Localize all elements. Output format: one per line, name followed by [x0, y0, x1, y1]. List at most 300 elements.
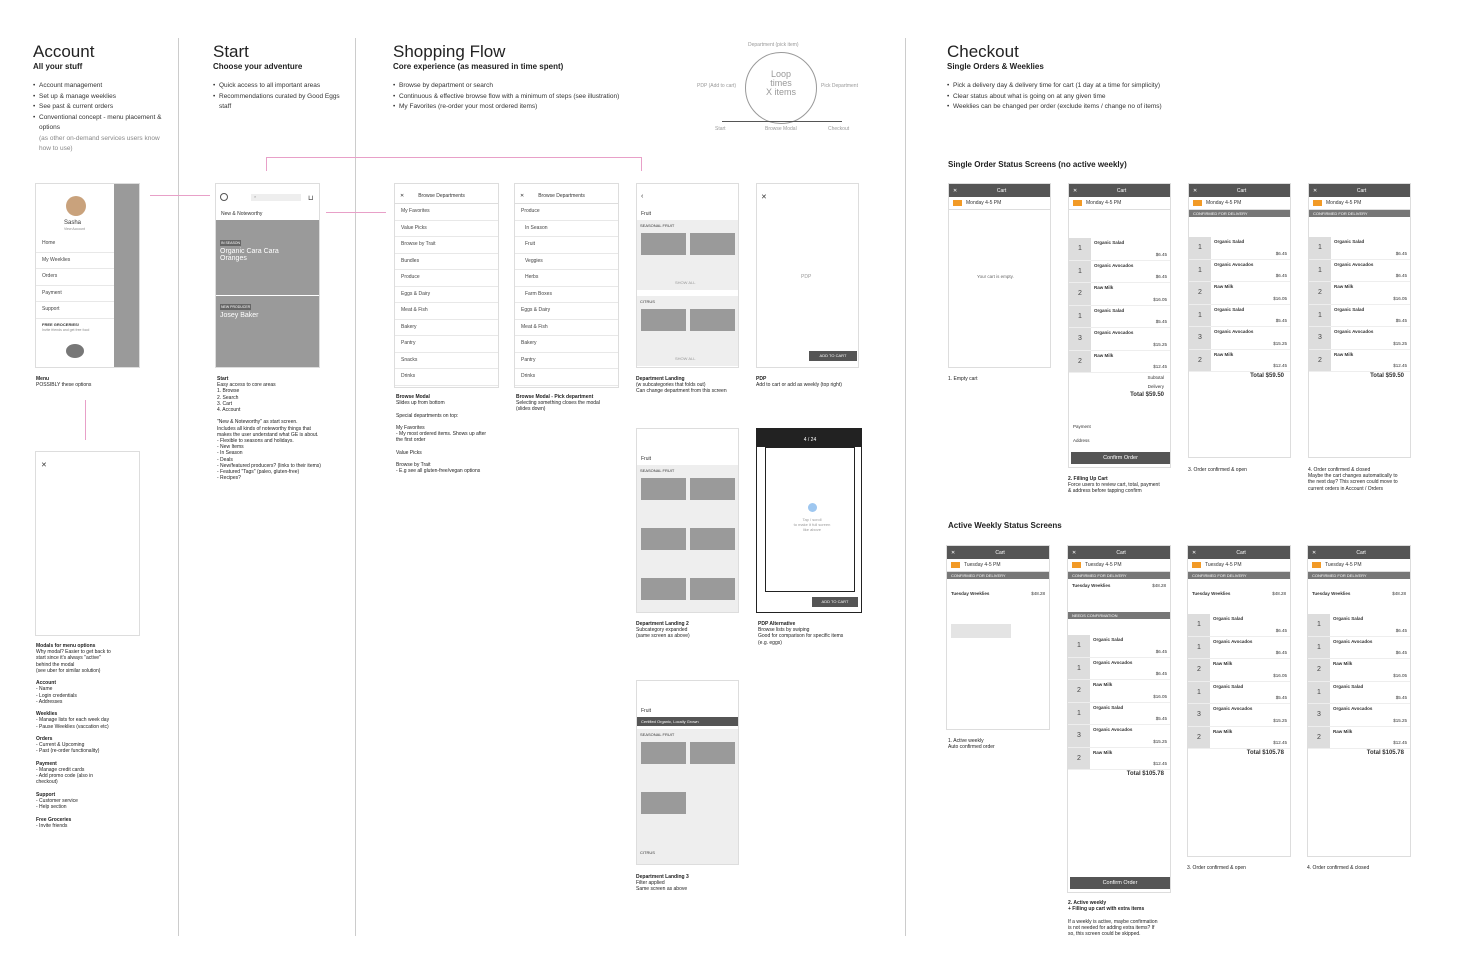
list-item[interactable]: Bakery: [395, 320, 498, 337]
caption-w3: 3. Order confirmed & open: [1187, 865, 1246, 871]
cart-items: [1189, 237, 1290, 372]
status-banner: CONFIRMED FOR DELIVERY: [1188, 572, 1290, 579]
quantity[interactable]: 2: [1069, 351, 1091, 373]
connector: [85, 400, 86, 440]
quantity[interactable]: 1: [1309, 237, 1331, 259]
delivery-time: Monday 4-5 PM: [1086, 200, 1122, 206]
cart-item[interactable]: [1309, 327, 1410, 350]
quantity[interactable]: 1: [1189, 305, 1211, 327]
quantity[interactable]: 1: [1188, 614, 1210, 636]
quantity[interactable]: 1: [1069, 261, 1091, 283]
list-item[interactable]: Drinks: [395, 369, 498, 386]
loop-center: Loop times X items: [765, 69, 796, 97]
quantity[interactable]: 3: [1188, 704, 1210, 726]
close-icon[interactable]: ✕: [41, 462, 47, 469]
list-item[interactable]: Snacks: [395, 353, 498, 370]
item-name: Organic Avocados: [1214, 261, 1254, 267]
weekly-active: [946, 545, 1050, 730]
quantity[interactable]: 2: [1188, 659, 1210, 681]
cart-title: Cart: [996, 187, 1007, 194]
avatar[interactable]: [66, 196, 86, 216]
weekly-price: $48.28: [1272, 591, 1286, 596]
cart-item[interactable]: [1189, 237, 1290, 260]
total-label: Total: [1126, 771, 1141, 777]
free-groceries[interactable]: FREE GROCERIES!: [42, 322, 80, 327]
spacer: [1308, 598, 1410, 614]
close-icon[interactable]: ✕: [400, 193, 405, 199]
confirm-order-button[interactable]: Confirm Order: [1071, 452, 1170, 464]
payment-label[interactable]: Payment: [1073, 424, 1091, 429]
cart-item[interactable]: [1068, 635, 1170, 658]
section-subtitle: Core experience (as measured in time spent): [393, 62, 564, 71]
add-to-cart-button[interactable]: ADD TO CART: [812, 597, 858, 607]
cart-item[interactable]: [1189, 305, 1290, 328]
quantity[interactable]: 1: [1308, 682, 1330, 704]
back-icon[interactable]: ‹: [641, 193, 644, 200]
item-name: Organic Avocados: [1094, 262, 1134, 268]
item-name: Raw Milk: [1094, 352, 1114, 358]
item-name: Organic Salad: [1094, 240, 1125, 245]
item-price: $12.45: [1153, 364, 1167, 369]
close-icon[interactable]: ✕: [1192, 549, 1197, 556]
product-tile[interactable]: [641, 792, 686, 814]
quantity[interactable]: 1: [1188, 682, 1210, 704]
tag: IN SEASON: [221, 241, 241, 245]
section: [637, 465, 739, 613]
cart-item[interactable]: [1309, 260, 1410, 283]
cart-header: [1189, 184, 1290, 197]
bullet: • Recommendations curated by Good Eggs staff: [213, 92, 353, 113]
cart-item[interactable]: [1069, 306, 1170, 329]
product-tile[interactable]: [690, 233, 735, 255]
list-item[interactable]: Meat & Fish: [515, 320, 618, 337]
filter-chip[interactable]: Certified Organic, Locally Grown: [637, 717, 739, 726]
cart-item[interactable]: [1189, 260, 1290, 283]
product-tile[interactable]: [690, 309, 735, 331]
quantity[interactable]: 1: [1308, 614, 1330, 636]
total-value: $105.78: [1382, 750, 1404, 756]
item-price: $16.05: [1393, 672, 1407, 678]
truck-icon: [1312, 562, 1321, 568]
product-tile[interactable]: [690, 478, 735, 500]
spacer: [1068, 619, 1170, 635]
list-item[interactable]: Bakery: [515, 336, 618, 353]
feature-title: Josey Baker: [220, 312, 259, 319]
menu-item-support[interactable]: Support: [36, 302, 114, 319]
caption-s1: 1. Empty cart: [948, 376, 978, 382]
close-icon[interactable]: ✕: [1073, 187, 1078, 194]
single-title: Single Order Status Screens (no active weekly): [948, 160, 1127, 169]
delivery-picker[interactable]: [1068, 559, 1170, 572]
weekly-row[interactable]: [1308, 579, 1410, 598]
feature-card[interactable]: [216, 296, 320, 368]
item-name: Raw Milk: [1333, 728, 1353, 734]
menu-item-orders[interactable]: Orders: [36, 269, 114, 286]
weekly-filling: [1067, 545, 1171, 893]
show-all[interactable]: SHOW ALL: [675, 280, 696, 285]
modal-title: Browse Departments: [418, 193, 465, 199]
cart-item[interactable]: [1069, 283, 1170, 306]
cart-item[interactable]: [1308, 637, 1410, 660]
delivery-picker[interactable]: [1188, 559, 1290, 572]
delivery-time: Monday 4-5 PM: [966, 200, 1002, 206]
department-landing-3: [636, 680, 739, 865]
list-item[interactable]: Pantry: [395, 336, 498, 353]
list-item[interactable]: Meat & Fish: [395, 303, 498, 320]
cart-items: [1308, 614, 1410, 749]
item-price: $6.45: [1395, 627, 1407, 633]
total-value: $59.50: [1385, 373, 1404, 379]
feature-card[interactable]: [216, 220, 320, 295]
item-price: $6.45: [1275, 273, 1287, 278]
list-item[interactable]: Pantry: [515, 353, 618, 370]
item-price: $6.45: [1275, 250, 1287, 256]
cart-item[interactable]: [1188, 637, 1290, 660]
quantity[interactable]: 2: [1188, 727, 1210, 749]
item-name: Organic Salad: [1333, 616, 1364, 621]
item-name: Organic Avocados: [1334, 261, 1374, 267]
cart-title: Cart: [1356, 187, 1367, 194]
cart-header: [949, 184, 1050, 197]
delivery-time: Monday 4-5 PM: [1326, 200, 1362, 206]
cart-item[interactable]: [1069, 261, 1170, 284]
cart-item[interactable]: [1189, 282, 1290, 305]
item-price: $16.05: [1273, 672, 1287, 678]
list-item[interactable]: Fruit: [515, 237, 618, 254]
address-label[interactable]: Address: [1073, 438, 1090, 443]
loop-b3: Checkout: [828, 126, 850, 132]
list-item[interactable]: In Season: [515, 221, 618, 238]
quantity[interactable]: 1: [1068, 703, 1090, 725]
item-price: $6.45: [1395, 650, 1407, 655]
status-banner: NEEDS CONFIRMATION: [1068, 612, 1170, 619]
quantity[interactable]: 2: [1068, 680, 1090, 702]
item-name: Organic Salad: [1213, 616, 1244, 621]
loop-baseline: [722, 121, 842, 122]
close-icon[interactable]: ✕: [1313, 187, 1318, 194]
item-name: Organic Avocados: [1333, 706, 1373, 711]
quantity[interactable]: 3: [1189, 327, 1211, 349]
bullet: • Account management: [33, 81, 173, 92]
close-icon[interactable]: ✕: [520, 193, 525, 199]
delivery-picker[interactable]: [1308, 559, 1410, 572]
quantity[interactable]: 1: [1068, 635, 1090, 657]
caption-browse: Browse Modal Slides up from bottom Special departments on top: My Favorites - My most ordered items. Shows up after the first order Value Picks Browse by Trait - E.g see all gluten-free/vegan options: [396, 394, 487, 475]
menu-item-home[interactable]: Home: [36, 236, 114, 253]
item-price: $6.45: [1155, 671, 1167, 676]
bullet: • Pick a delivery day & delivery time for cart (1 day at a time for simplicity): [947, 81, 1247, 92]
product-tile[interactable]: [641, 309, 686, 331]
list-item[interactable]: Veggies: [515, 254, 618, 271]
quantity[interactable]: 2: [1308, 727, 1330, 749]
delivery-picker[interactable]: [1189, 197, 1290, 210]
confirm-order-button[interactable]: Confirm Order: [1070, 877, 1170, 889]
menu-item-weeklies[interactable]: My Weeklies: [36, 253, 114, 270]
item-name: Organic Salad: [1214, 306, 1245, 312]
close-icon[interactable]: ✕: [953, 187, 958, 194]
quantity[interactable]: 1: [1189, 237, 1211, 259]
cart-item[interactable]: [1068, 725, 1170, 748]
list-item[interactable]: My Favorites: [395, 204, 498, 221]
total-value: $59.50: [1265, 373, 1284, 379]
quantity[interactable]: 2: [1189, 350, 1211, 372]
start-screen: [215, 183, 320, 368]
quantity[interactable]: 1: [1189, 260, 1211, 282]
account-icon[interactable]: [220, 193, 228, 201]
close-icon[interactable]: ✕: [1312, 549, 1317, 556]
cart-item[interactable]: [1188, 727, 1290, 750]
item-price: $5.45: [1275, 695, 1287, 700]
cart-title: Cart: [1356, 549, 1366, 556]
item-name: Organic Salad: [1333, 683, 1364, 689]
quantity[interactable]: 1: [1069, 238, 1091, 260]
caption-dept3: Department Landing 3 Filter applied Same screen as above: [636, 874, 689, 893]
product-tile[interactable]: [641, 742, 686, 764]
item-price: $15.25: [1153, 341, 1167, 347]
caption-browse2: Browse Modal - Pick department Selecting something closes the modal (slides down): [516, 394, 600, 413]
total-value: $105.78: [1262, 750, 1284, 756]
cart-item[interactable]: [1188, 682, 1290, 705]
add-to-cart-button[interactable]: ADD TO CART: [809, 351, 857, 361]
item-name: Organic Avocados: [1213, 706, 1253, 711]
delivery-time: Tuesday 4-5 PM: [964, 562, 1001, 568]
delivery-picker[interactable]: [1309, 197, 1410, 210]
section-label: CITRUS: [640, 299, 655, 304]
caption-dept: Department Landing (w subcategories that folds out) Can change department from this screen: [636, 376, 727, 395]
connector: [266, 157, 642, 158]
divider: [355, 38, 356, 936]
quantity[interactable]: 1: [1309, 305, 1331, 327]
caption-modal: Modals for menu options Why modal? Easier to get back to start since it's always "active" behind the modal (see uber for similar solution) Account - Name - Login credentials - Addresses Weeklies - Manage lists for each week day - Pause Weeklies (vaccation etc) Orders - Current & Upcoming - Past (re-order functionality) Payment - Manage credit cards - Add promo code (also in checkout) Support - Customer service - Help section Free Groceries - Invite friends: [36, 643, 111, 829]
menu-item-payment[interactable]: Payment: [36, 286, 114, 303]
weekly-name: Tuesday Weeklies: [1312, 591, 1351, 596]
item-name: Organic Avocados: [1213, 638, 1253, 644]
cart-item[interactable]: [1188, 614, 1290, 637]
department-landing-2: [636, 428, 739, 613]
department-label[interactable]: New & Noteworthy: [221, 211, 263, 217]
item-name: Raw Milk: [1093, 749, 1113, 755]
list-item[interactable]: Bundles: [395, 254, 498, 271]
truck-icon: [1313, 200, 1322, 206]
list-item[interactable]: Produce: [515, 204, 618, 221]
list-item[interactable]: Farm Boxes: [515, 287, 618, 304]
modal-screen: [35, 451, 140, 636]
cart-title: Cart: [1116, 187, 1127, 194]
quantity[interactable]: 2: [1068, 748, 1090, 770]
cart-item[interactable]: [1309, 350, 1410, 373]
cart-header: [1068, 546, 1170, 559]
connector: [150, 195, 210, 196]
cart-confirmed-closed: [1308, 183, 1411, 458]
quantity[interactable]: 1: [1069, 306, 1091, 328]
cart-header: [1188, 546, 1290, 559]
quantity[interactable]: 2: [1189, 282, 1211, 304]
cart-item[interactable]: [1069, 328, 1170, 351]
item-name: Raw Milk: [1214, 284, 1234, 289]
department-label[interactable]: Fruit: [641, 211, 651, 217]
cart-item[interactable]: [1069, 351, 1170, 374]
spacer: [1188, 598, 1290, 614]
item-price: $12.45: [1393, 740, 1407, 745]
cart-item[interactable]: [1188, 704, 1290, 727]
free-sub: Invite friends and get free food: [42, 328, 90, 332]
product-tile[interactable]: [690, 528, 735, 550]
quantity[interactable]: 1: [1068, 658, 1090, 680]
logo: [66, 344, 84, 358]
truck-icon: [1072, 562, 1081, 568]
cart-item[interactable]: [1308, 614, 1410, 637]
item-price: $15.25: [1393, 340, 1407, 346]
total-label: Total: [1370, 373, 1384, 379]
loop-top: Department (pick item): [748, 42, 799, 48]
product-tile[interactable]: [690, 742, 735, 764]
item-name: Raw Milk: [1094, 285, 1114, 290]
status-banner: CONFIRMED FOR DELIVERY: [1068, 572, 1170, 579]
item-name: Organic Avocados: [1334, 329, 1374, 334]
quantity[interactable]: 2: [1309, 282, 1331, 304]
delivery-picker[interactable]: [947, 559, 1049, 572]
modal-title: Browse Departments: [538, 193, 585, 199]
list-item[interactable]: Value Picks: [395, 221, 498, 238]
view-account[interactable]: View Account: [64, 227, 85, 231]
product-tile[interactable]: [641, 233, 686, 255]
product-tile[interactable]: [641, 528, 686, 550]
list-item[interactable]: Produce: [395, 270, 498, 287]
divider: [905, 38, 906, 936]
search-input[interactable]: ⌕: [251, 194, 301, 201]
quantity[interactable]: 1: [1309, 260, 1331, 282]
weekly-row[interactable]: [1068, 579, 1170, 590]
item-price: $5.45: [1395, 318, 1407, 323]
delivery-picker[interactable]: [949, 197, 1050, 210]
list-item[interactable]: Herbs: [515, 270, 618, 287]
menu-list: [36, 236, 114, 319]
cart-item[interactable]: [1308, 704, 1410, 727]
item-price: $16.05: [1273, 295, 1287, 301]
cart-title: Cart: [1236, 187, 1247, 194]
cart-item[interactable]: [1189, 327, 1290, 350]
cart-item[interactable]: [1068, 748, 1170, 771]
status-banner: CONFIRMED FOR DELIVERY: [1309, 210, 1410, 217]
section-title: Account: [33, 42, 95, 61]
cart-item[interactable]: [1309, 237, 1410, 260]
swipe-hint: Tap / scroll to make it full screen like above: [793, 517, 831, 532]
close-icon[interactable]: ✕: [1072, 549, 1077, 556]
cart-item[interactable]: [1308, 682, 1410, 705]
quantity[interactable]: 2: [1308, 659, 1330, 681]
quantity[interactable]: 3: [1068, 725, 1090, 747]
quantity[interactable]: 2: [1069, 283, 1091, 305]
truck-icon: [953, 200, 962, 206]
item-name: Raw Milk: [1333, 661, 1353, 666]
shopping-header: [393, 42, 693, 113]
quantity[interactable]: 1: [1188, 637, 1210, 659]
delivery-time: Tuesday 4-5 PM: [1085, 562, 1122, 568]
list-item[interactable]: Drinks: [515, 369, 618, 386]
item-price: $6.45: [1275, 650, 1287, 655]
product-tile[interactable]: [690, 578, 735, 600]
close-icon[interactable]: ✕: [1193, 187, 1198, 194]
quantity[interactable]: 1: [1308, 637, 1330, 659]
delivery-picker[interactable]: [1069, 197, 1170, 210]
item-name: Raw Milk: [1334, 351, 1354, 357]
quantity[interactable]: 3: [1309, 327, 1331, 349]
section-label: SEASONAL FRUIT: [640, 732, 675, 737]
cart-item[interactable]: [1188, 659, 1290, 682]
note: (as other on-demand services users know how to use): [39, 134, 160, 152]
product-tile[interactable]: [641, 478, 686, 500]
close-icon[interactable]: ✕: [951, 549, 956, 556]
cart-item[interactable]: [1308, 727, 1410, 750]
weekly-row[interactable]: [1188, 579, 1290, 598]
cart-header: [947, 546, 1049, 559]
cart-item[interactable]: [1068, 680, 1170, 703]
cart-items: [1309, 237, 1410, 372]
delivery-time: Monday 4-5 PM: [1206, 200, 1242, 206]
cart-item[interactable]: [1068, 703, 1170, 726]
connector: [641, 157, 642, 171]
tap-indicator: [808, 503, 817, 512]
cart-item[interactable]: [1189, 350, 1290, 373]
item-price: $6.45: [1395, 273, 1407, 278]
cart-confirmed-open: [1188, 183, 1291, 458]
quantity[interactable]: 3: [1308, 704, 1330, 726]
loop-right: Pick Department: [821, 83, 858, 89]
quantity[interactable]: 3: [1069, 328, 1091, 350]
caption-dept2: Department Landing 2 Subcategory expanded (same screen as above): [636, 621, 690, 640]
divider: [178, 38, 179, 936]
item-price: $6.45: [1395, 250, 1407, 256]
item-price: $5.45: [1155, 319, 1167, 324]
cart-item[interactable]: [1068, 658, 1170, 681]
cart-icon[interactable]: ⊔: [308, 195, 314, 202]
cart-header: [1309, 184, 1410, 197]
weekly-row[interactable]: [947, 579, 1049, 598]
department-label[interactable]: Fruit: [641, 456, 651, 462]
department-label[interactable]: Fruit: [641, 708, 651, 714]
item-price: $16.05: [1393, 295, 1407, 301]
cart-items: [1068, 635, 1170, 770]
item-name: Organic Avocados: [1093, 659, 1133, 665]
product-tile[interactable]: [641, 578, 686, 600]
list-item[interactable]: Eggs & Dairy: [395, 287, 498, 304]
quantity[interactable]: 2: [1309, 350, 1331, 372]
cart-item[interactable]: [1069, 238, 1170, 261]
menu-screen: [35, 183, 140, 368]
list-item[interactable]: Eggs & Dairy: [515, 303, 618, 320]
show-all[interactable]: SHOW ALL: [675, 356, 696, 361]
spacer: [1068, 590, 1170, 612]
weekly-name: Tuesday Weeklies: [951, 591, 990, 596]
item-price: $5.45: [1275, 318, 1287, 323]
item-name: Raw Milk: [1213, 728, 1233, 734]
cart-item[interactable]: [1308, 659, 1410, 682]
delivery-label: Delivery: [1147, 384, 1164, 389]
bullet: • My Favorites (re-order your most ordered items): [393, 102, 693, 113]
bullet-list: [213, 81, 353, 113]
bullet: • Weeklies can be changed per order (exclude items / change no of items): [947, 102, 1247, 113]
close-icon[interactable]: ✕: [761, 194, 767, 201]
loop-left: PDP (Add to cart): [697, 83, 737, 89]
list-item[interactable]: Browse by Trait: [395, 237, 498, 254]
cart-title: Cart: [995, 549, 1005, 556]
bullet-list: [33, 81, 173, 134]
modal-header: [395, 184, 498, 204]
item-name: Organic Salad: [1213, 683, 1244, 689]
truck-icon: [1193, 200, 1202, 206]
cart-item[interactable]: [1309, 305, 1410, 328]
cart-item[interactable]: [1309, 282, 1410, 305]
